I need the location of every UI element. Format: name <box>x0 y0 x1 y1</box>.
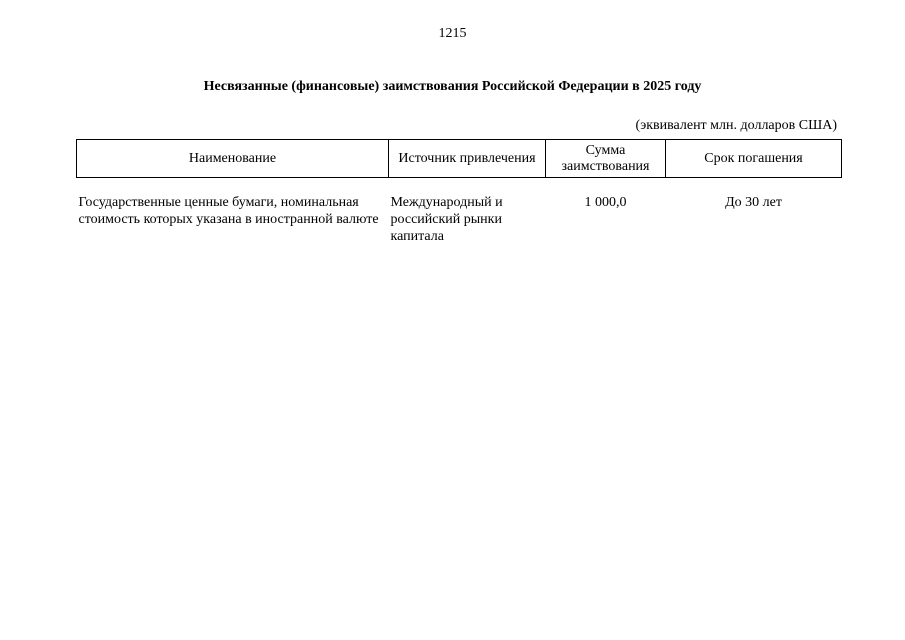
header-amount: Сумма заимствования <box>546 140 666 178</box>
table-row <box>77 178 842 246</box>
cell-name: Государственные ценные бумаги, номинальная стоимость которых указана в иностранной валюте <box>78 195 379 227</box>
cell-source: Международный и российский рынки капитала <box>390 195 503 244</box>
units-note: (эквивалент млн. долларов США) <box>635 118 837 133</box>
header-source: Источник привлечения <box>389 140 546 178</box>
page-number: 1215 <box>438 26 467 41</box>
document-title: Несвязанные (финансовые) заимствования Российской Федерации в 2025 году <box>203 79 702 94</box>
header-name: Наименование <box>77 140 389 178</box>
table-header-row <box>77 140 842 178</box>
cell-amount: 1 000,0 <box>584 195 627 210</box>
table-header <box>77 140 842 178</box>
table-body <box>77 178 842 246</box>
header-term: Срок погашения <box>666 140 842 178</box>
borrowings-table <box>76 139 842 245</box>
cell-term: До 30 лет <box>725 195 782 210</box>
